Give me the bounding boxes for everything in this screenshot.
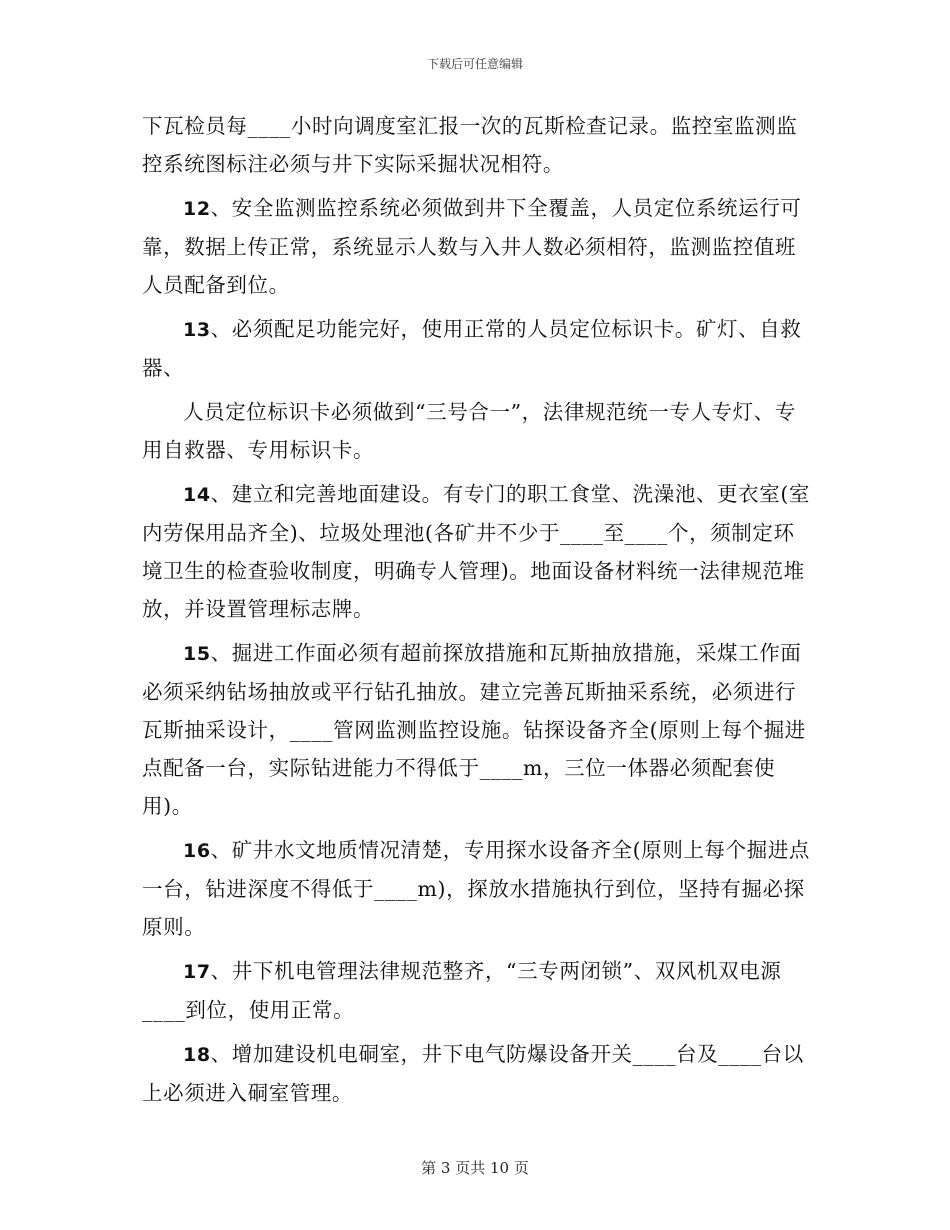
paragraph-text: 、增加建设机电硐室，井下电气防爆设备开关____台及____台以上必须进入硐室管理。 xyxy=(142,1042,804,1105)
item-number: 15 xyxy=(183,643,211,665)
paragraph xyxy=(142,107,812,183)
paragraph-text: 、井下机电管理法律规范整齐，“三专两闭锁”、双风机双电源____到位，使用正常。 xyxy=(142,959,782,1022)
item-number: 16 xyxy=(183,840,211,862)
page-header: 下载后可任意编辑 xyxy=(426,57,523,71)
item-number: 17 xyxy=(183,961,211,983)
paragraph-17 xyxy=(142,952,812,1029)
paragraph-16 xyxy=(142,831,812,946)
item-number: 18 xyxy=(183,1044,211,1066)
item-number: 14 xyxy=(183,484,211,506)
paragraph-text: 、安全监测监控系统必须做到井下全覆盖，人员定位系统运行可靠，数据上传正常，系统显示人数与入井人数必须相符，监测监控值班人员配备到位。 xyxy=(142,196,802,297)
paragraph-text: 、掘进工作面必须有超前探放措施和瓦斯抽放措施，采煤工作面必须采纳钻场抽放或平行钻孔抽放。建立完善瓦斯抽采系统，必须进行瓦斯抽采设计，____管网监测监控设施。钻探设备齐全(原则上每个掘进点配备一台，实际钻进能力不得低于____m，三位一体器必须配套使用)。 xyxy=(142,641,806,818)
paragraph xyxy=(142,393,812,469)
paragraph-text: 、矿井水文地质情况清楚，专用探水设备齐全(原则上每个掘进点一台，钻进深度不得低于____m)，探放水措施执行到位，坚持有掘必探原则。 xyxy=(142,838,811,939)
paragraph-18 xyxy=(142,1035,812,1112)
paragraph-15 xyxy=(142,634,812,825)
paragraph-text: 、必须配足功能完好，使用正常的人员定位标识卡。矿灯、自救器、 xyxy=(142,317,802,380)
paragraph-12 xyxy=(142,189,812,304)
page-footer: 第 3 页共 10 页 xyxy=(421,1159,529,1177)
paragraph-text: 人员定位标识卡必须做到“三号合一”，法律规范统一专人专灯、专用自救器、专用标识卡。 xyxy=(142,400,796,462)
item-number: 12 xyxy=(183,198,211,220)
paragraph-text: 、建立和完善地面建设。有专门的职工食堂、洗澡池、更衣室(室内劳保用品齐全)、垃圾处理池(各矿井不少于____至____个，须制定环境卫生的检查验收制度，明确专人管理)。地面设备材料统一法律规范堆放，并设置管理标志牌。 xyxy=(142,482,811,621)
paragraph-text: 下瓦检员每____小时向调度室汇报一次的瓦斯检查记录。监控室监测监控系统图标注必须与井下实际采掘状况相符。 xyxy=(142,114,798,176)
item-number: 13 xyxy=(183,319,211,341)
document-body xyxy=(142,107,812,1118)
paragraph-13 xyxy=(142,310,812,387)
paragraph-14 xyxy=(142,475,812,628)
